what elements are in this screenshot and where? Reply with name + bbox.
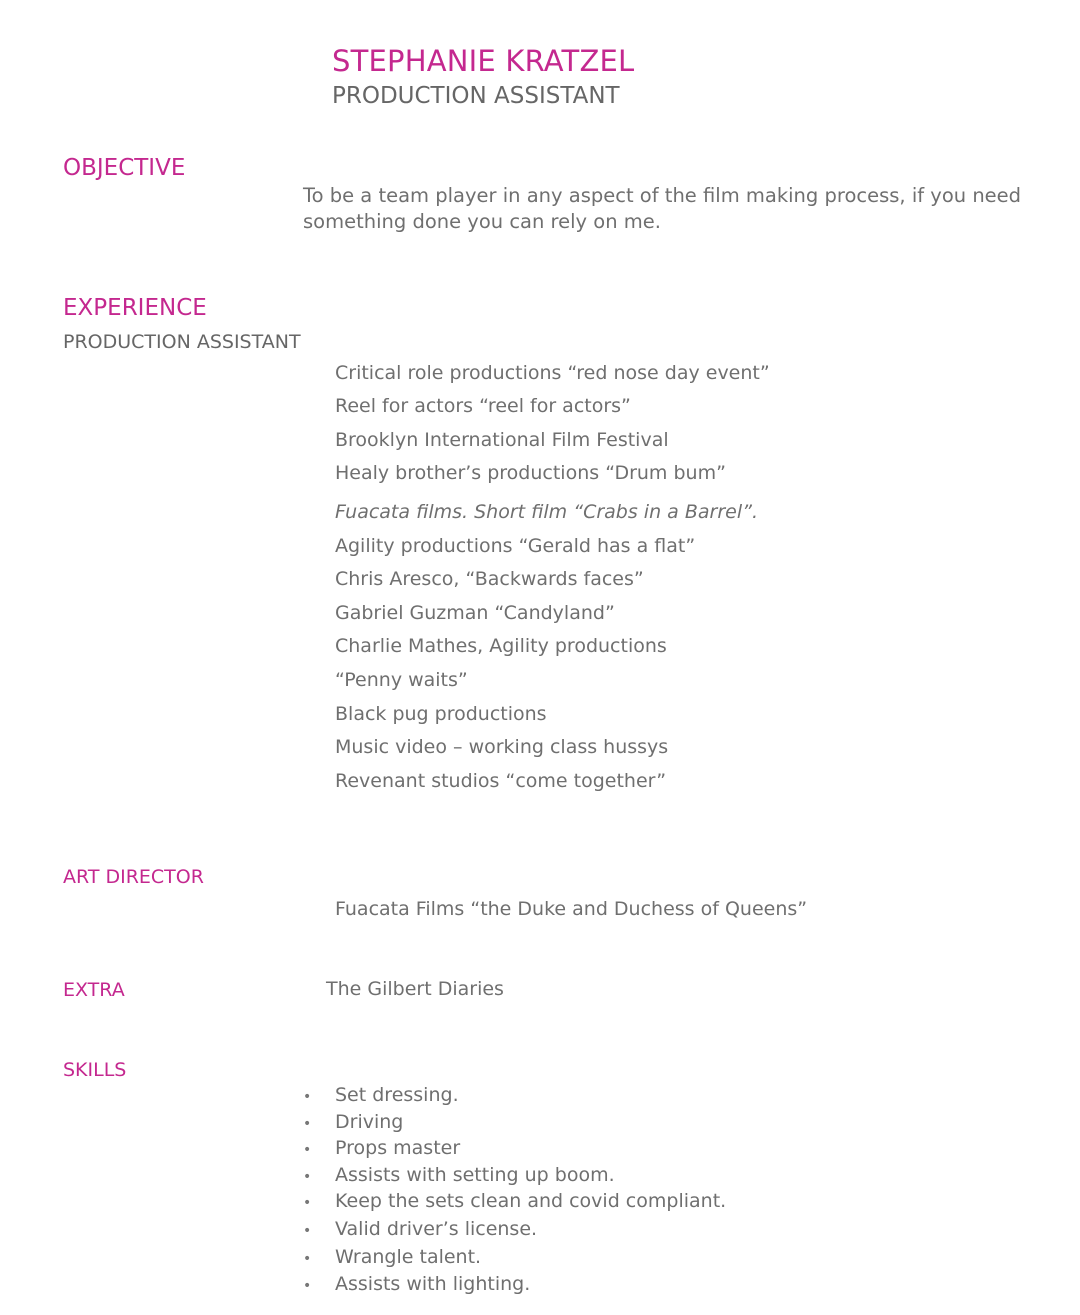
candidate-title: PRODUCTION ASSISTANT [332,83,620,109]
skill-label: Props master [335,1137,461,1159]
art-director-item: Fuacata Films “the Duke and Duchess of Queens” [335,898,808,920]
list-item [303,1084,459,1106]
list-item: Healy brother’s productions “Drum bum” [335,462,726,484]
skill-label: Driving [335,1111,404,1133]
skill-label: Assists with lighting. [335,1273,531,1295]
bullet-icon: • [303,1089,312,1105]
list-item: Music video – working class hussys [335,736,669,758]
list-item [303,1137,460,1159]
list-item: Reel for actors “reel for actors” [335,395,631,417]
objective-text: To be a team player in any aspect of the film making process, if you need something done you can rely on me. [303,184,1022,233]
skill-label: Set dressing. [335,1084,459,1106]
production-assistant-heading: PRODUCTION ASSISTANT [63,331,301,353]
bullet-icon: • [303,1223,312,1239]
skill-label: Keep the sets clean and covid compliant. [335,1190,727,1212]
extra-heading: EXTRA [63,979,125,1001]
list-item [303,1273,530,1295]
bullet-icon: • [303,1195,312,1211]
list-item [303,1190,726,1212]
list-item [303,1164,615,1186]
candidate-name: STEPHANIE KRATZEL [332,44,635,78]
list-item [303,1246,481,1268]
list-item: “Penny waits” [335,669,468,691]
skill-label: Assists with setting up boom. [335,1164,615,1186]
art-director-heading: ART DIRECTOR [63,866,204,888]
list-item: Critical role productions “red nose day event” [335,362,770,384]
bullet-icon: • [303,1169,312,1185]
bullet-icon: • [303,1251,312,1267]
list-item: Charlie Mathes, Agility productions [335,635,667,657]
objective-heading: OBJECTIVE [63,155,186,181]
list-item [303,1111,403,1133]
extra-item: The Gilbert Diaries [326,978,504,1000]
list-item: Brooklyn International Film Festival [335,429,669,451]
skills-heading: SKILLS [63,1059,127,1081]
bullet-icon: • [303,1278,312,1294]
list-item: Revenant studios “come together” [335,770,667,792]
list-item [303,1218,537,1240]
list-item: Fuacata films. Short film “Crabs in a Barrel”. [335,501,758,523]
list-item: Agility productions “Gerald has a flat” [335,535,696,557]
skill-label: Valid driver’s license. [335,1218,538,1240]
bullet-icon: • [303,1116,312,1132]
list-item: Chris Aresco, “Backwards faces” [335,568,644,590]
skill-label: Wrangle talent. [335,1246,482,1268]
list-item: Gabriel Guzman “Candyland” [335,602,615,624]
list-item: Black pug productions [335,703,547,725]
experience-heading: EXPERIENCE [63,295,207,321]
bullet-icon: • [303,1142,312,1158]
